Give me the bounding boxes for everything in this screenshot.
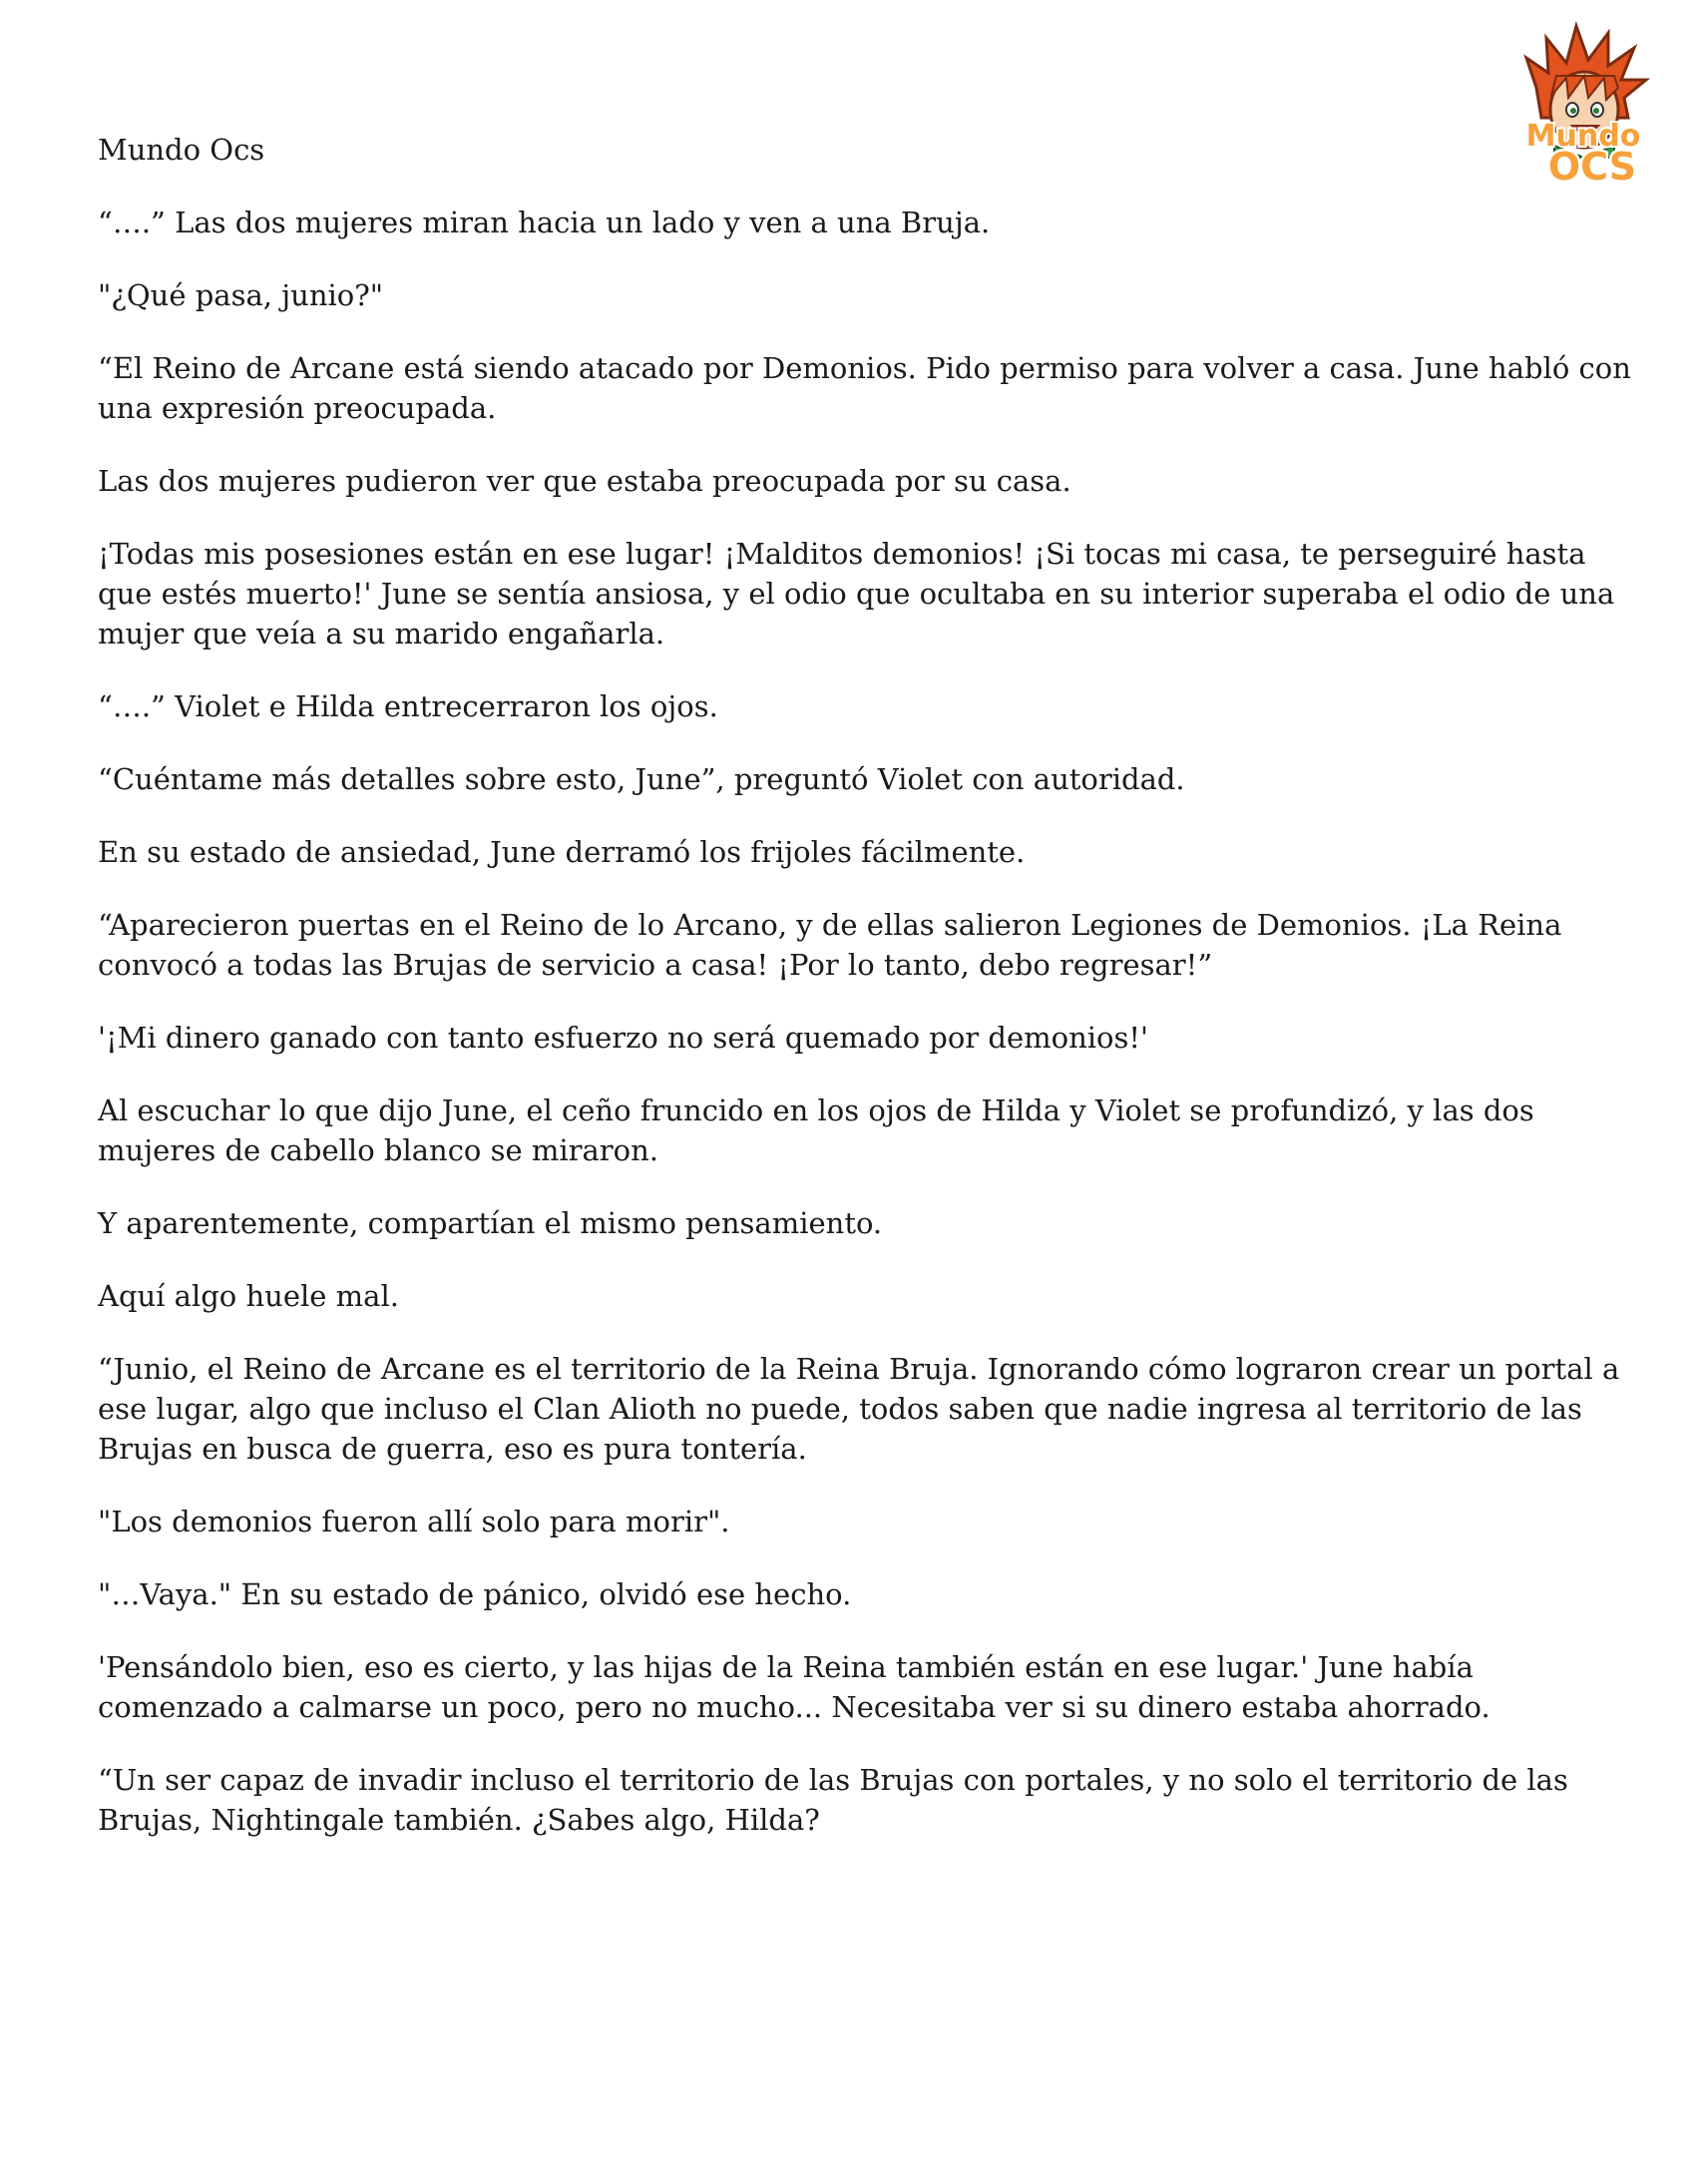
paragraph: “Un ser capaz de invadir incluso el territorio de las Brujas con portales, y no solo el territorio de las Brujas, Nightingale también. ¿Sabes algo, Hilda? [98, 1763, 1568, 1837]
paragraph: Aquí algo huele mal. [98, 1279, 399, 1313]
paragraph: “….” Violet e Hilda entrecerraron los ojos. [98, 689, 718, 723]
paragraph: En su estado de ansiedad, June derramó los frijoles fácilmente. [98, 835, 1026, 869]
paragraph: 'Pensándolo bien, eso es cierto, y las hijas de la Reina también están en ese lugar.' June había comenzado a calmarse un poco, pero no mucho... Necesitaba ver si su dinero estaba ahorrado. [98, 1650, 1490, 1724]
paragraph: '¡Mi dinero ganado con tanto esfuerzo no será quemado por demonios!' [98, 1021, 1148, 1055]
paragraph: "…Vaya." En su estado de pánico, olvidó ese hecho. [98, 1577, 852, 1611]
paragraph: “….” Las dos mujeres miran hacia un lado y ven a una Bruja. [98, 206, 991, 239]
document-header-title: Mundo Ocs [98, 133, 265, 167]
paragraph: "¿Qué pasa, junio?" [98, 278, 384, 312]
paragraph: Las dos mujeres pudieron ver que estaba preocupada por su casa. [98, 464, 1071, 498]
paragraph: “Aparecieron puertas en el Reino de lo Arcano, y de ellas salieron Legiones de Demonios. ¡La Reina convocó a todas las Brujas de servicio a casa! ¡Por lo tanto, debo regresar!” [98, 908, 1562, 982]
paragraph: “Cuéntame más detalles sobre esto, June”, preguntó Violet con autoridad. [98, 762, 1185, 796]
paragraph: "Los demonios fueron allí solo para morir". [98, 1505, 730, 1538]
document-body [98, 130, 1646, 1873]
paragraph: ¡Todas mis posesiones están en ese lugar! ¡Malditos demonios! ¡Si tocas mi casa, te perseguiré hasta que estés muerto!' June se sentía ansiosa, y el odio que ocultaba en su interior superaba el odio de una mujer que veía a su marido engañarla. [98, 537, 1615, 651]
svg-text:Mundo: Mundo [1525, 119, 1641, 154]
paragraph: Al escuchar lo que dijo June, el ceño fruncido en los ojos de Hilda y Violet se profundizó, y las dos mujeres de cabello blanco se miraron. [98, 1093, 1534, 1167]
paragraph: “Junio, el Reino de Arcane es el territorio de la Reina Bruja. Ignorando cómo lograron crear un portal a ese lugar, algo que incluso el Clan Alioth no puede, todos saben que nadie ingresa al territorio de las Brujas en busca de guerra, eso es pura tontería. [98, 1352, 1620, 1466]
svg-text:OCS: OCS [1547, 145, 1637, 189]
paragraph: Y aparentemente, compartían el mismo pensamiento. [98, 1206, 883, 1240]
paragraph: “El Reino de Arcane está siendo atacado por Demonios. Pido permiso para volver a casa. June habló con una expresión preocupada. [98, 351, 1631, 425]
